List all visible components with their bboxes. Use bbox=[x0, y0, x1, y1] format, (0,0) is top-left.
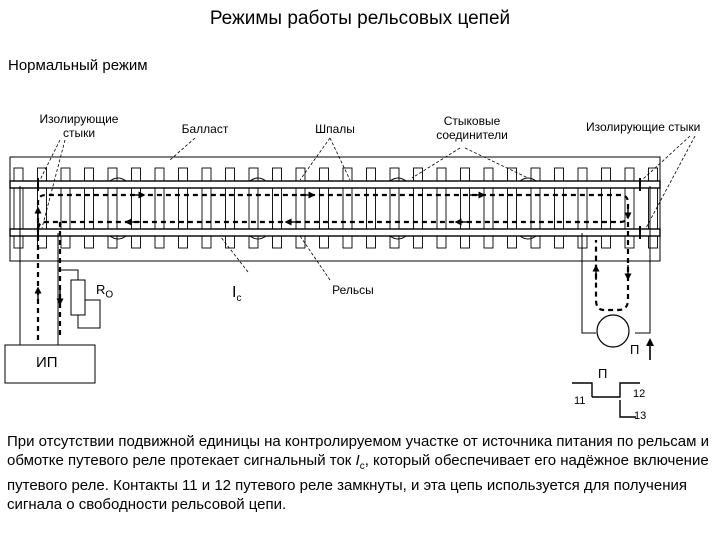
label-power-source: ИП bbox=[36, 354, 58, 371]
resistor-ro bbox=[71, 280, 85, 315]
label-relay-contact: П bbox=[598, 366, 608, 381]
resistor-symbol: R bbox=[96, 282, 106, 297]
rail-top bbox=[10, 181, 660, 188]
description-part2: , который обеспечивает его надёжное включение путевого реле. Контакты 11 и 12 путевого реле замкнуты, и эта цепь используется для получения сигнала о свободности рельсовой цепи. bbox=[7, 452, 709, 513]
label-connectors-line2: соединители bbox=[436, 128, 508, 142]
label-rails: Рельсы bbox=[332, 283, 374, 297]
label-connectors-line1: Стыковые bbox=[443, 114, 501, 128]
label-insulating-joints-left bbox=[34, 112, 124, 140]
label-joint-connectors bbox=[422, 114, 522, 142]
page-title: Режимы работы рельсовых цепей bbox=[209, 8, 511, 29]
mode-label: Нормальный режим bbox=[8, 57, 148, 74]
label-contact-11: 11 bbox=[574, 395, 586, 407]
label-sleepers: Шпалы bbox=[315, 122, 355, 136]
label-relay-arrow: П bbox=[630, 342, 640, 357]
current-symbol: I bbox=[232, 284, 237, 301]
description-part1: При отсутствии подвижной единицы на контролируемом участке от источника питания по рельсам и обмотке путевого реле протекает сигнальный ток bbox=[7, 433, 710, 469]
current-subscript: c bbox=[236, 293, 242, 305]
rail-bottom bbox=[10, 229, 660, 236]
label-insulating-joints-right: Изолирующие стыки bbox=[586, 120, 701, 134]
label-ballast: Балласт bbox=[181, 122, 229, 136]
description-current-symbol: I bbox=[355, 452, 360, 469]
label-contact-13: 13 bbox=[634, 410, 647, 422]
track-relay-coil bbox=[597, 315, 629, 347]
resistor-subscript: О bbox=[105, 289, 114, 301]
label-contact-12: 12 bbox=[633, 388, 646, 400]
description-current-subscript: с bbox=[359, 461, 365, 472]
relay-circuit bbox=[582, 186, 650, 333]
label-insulating-line2: стыки bbox=[62, 126, 96, 140]
label-current bbox=[232, 284, 241, 304]
label-resistor bbox=[96, 282, 113, 301]
label-insulating-line1: Изолирующие bbox=[39, 112, 119, 126]
description-text bbox=[7, 432, 715, 514]
